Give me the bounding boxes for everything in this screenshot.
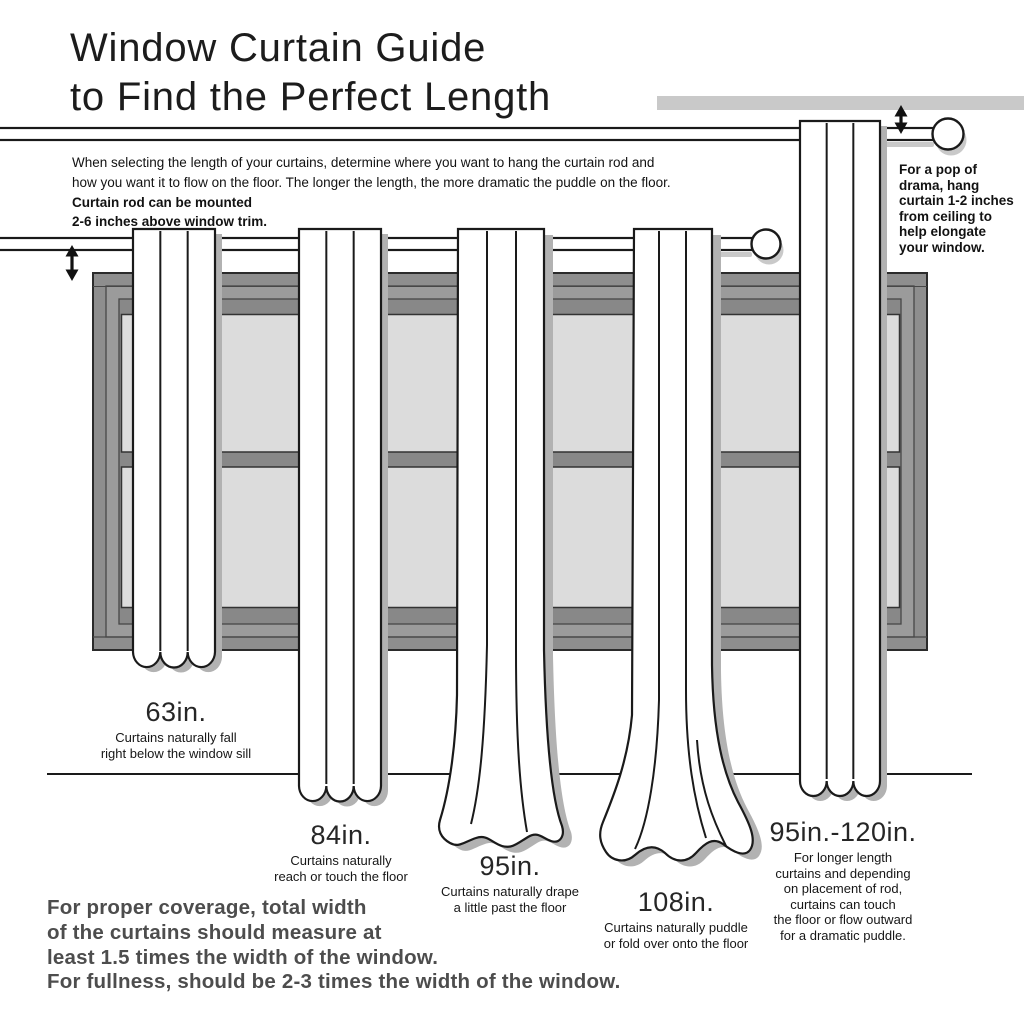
curtain-63in — [133, 229, 222, 673]
intro-text: When selecting the length of your curtains, determine where you want to hang the curtain rod and how you want it to flow on the floor. The longer the length, the more dramatic the puddle on the floor. — [72, 155, 671, 190]
rod-bar — [0, 128, 802, 140]
curtain-panel — [133, 229, 215, 668]
rod-finial-lower — [752, 230, 781, 259]
rod-bar — [880, 128, 936, 140]
length-description: For longer length curtains and depending on placement of rod, curtains can touch the floor or flow outward for a dramatic puddle. — [773, 850, 913, 943]
curtain-63-label — [56, 697, 296, 761]
length-value: 63in. — [145, 697, 207, 727]
rod-finial-upper — [933, 119, 964, 150]
ceiling-bar — [657, 96, 1024, 110]
ceiling-drama-note: For a pop of drama, hang curtain 1-2 inches from ceiling to help elongate your window. — [899, 162, 1014, 255]
length-description: Curtains naturally drape a little past the floor — [440, 884, 580, 915]
length-value: 95in. — [479, 851, 541, 881]
width-guidance-note: For proper coverage, total width of the curtains should measure at least 1.5 times the width of the window. For fullness, should be 2-3 times the width of the window. — [47, 896, 621, 994]
length-description: Curtains naturally fall right below the window sill — [100, 730, 252, 761]
length-value: 95in.-120in. — [769, 817, 917, 847]
length-value: 108in. — [637, 887, 715, 917]
curtain-95-120-label — [723, 817, 963, 943]
title-line-2: to Find the Perfect Length — [70, 75, 552, 119]
length-description: Curtains naturally reach or touch the floor — [274, 853, 408, 884]
curtain-95in — [439, 229, 572, 853]
title-line-1: Window Curtain Guide — [70, 26, 487, 70]
length-value: 84in. — [310, 820, 372, 850]
curtain-95-120in — [800, 121, 887, 801]
rod-shadow — [884, 142, 934, 147]
length-description: Curtains naturally puddle or fold over onto the floor — [603, 920, 749, 951]
rod-mount-note: Curtain rod can be mounted 2-6 inches above window trim. — [72, 195, 268, 229]
page-title — [70, 24, 551, 122]
curtain-panel — [439, 229, 563, 847]
curtain-panel — [800, 121, 880, 796]
curtain-panel — [299, 229, 381, 802]
curtain-84in — [299, 229, 388, 807]
